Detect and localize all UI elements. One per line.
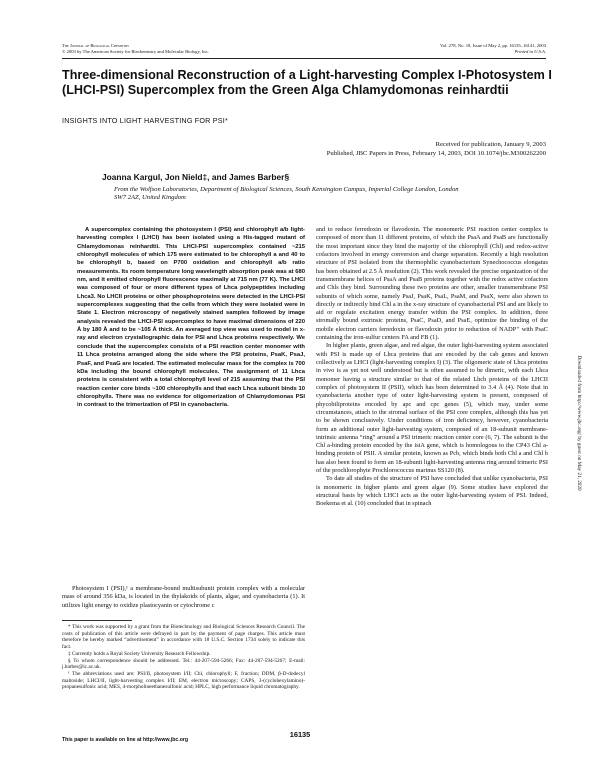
download-watermark-text: Downloaded from http://www.jbc.org/ by guest on May 21, 2020 [576,355,582,491]
page-number: 16135 [289,730,311,739]
article-subtitle: INSIGHTS INTO LIGHT HARVESTING FOR PSI* [62,116,228,125]
journal-header [62,43,322,55]
right-column [316,226,548,509]
volume-line: Vol. 278, No. 18, Issue of May 2, pp. 16135–16141, 2003 [440,43,546,48]
footnote-correspondence: § To whom correspondence should be addressed. Tel.: 44-207-594-5266; Fax: 44-207-594-5267; E-mail: j.barber@ic.ac.uk. [62,657,305,671]
online-availability: This paper is available on line at http://www.jbc.org [62,737,189,743]
article-title: Three-dimensional Reconstruction of a Light-harvesting Complex I-Photosystem I (LHCI-PSI) Supercomplex from the Green Alga Chlamydomonas reinhardtii [62,68,552,97]
issue-header [346,43,546,55]
body-paragraph-2: In higher plants, green algae, and red algae, the outer light-harvesting system associated with PSI is made up of Lhca proteins that are encoded by the cab genes and known collectively as LHCI (light-harvesting complex I) (3). The oligomeric state of Lhca proteins in vivo is as yet not well understood but is often assumed to be dimeric, with each Lhca monomer having a structure similar to that of the related Lhcb proteins of the LHCII complex of photosystem II (PSII), which has been determined to 3.4 Å (4). Note that in cyanobacteria another type of outer light-harvesting system is present, composed of phycobiliproteins encoded by apc and cpc genes (5), which may, under some circumstances, attach to the stromal surface of the PSI core complex, although this has yet to be shown conclusively. Under conditions of iron deficiency, however, cyanobacteria form an additional outer light-harvesting system, composed of an 18-subunit membrane-intrinsic antenna “ring” around a PSI trimeric reaction center core (6, 7). The subunit is the Chl a-binding protein encoded by the isiA gene, which is homologous to the CP43 Chl a-binding protein of PSII. A similar protein, known as Pcb, which binds both Chl a and Chl b has also been found to form an 18-subunit light-harvesting antenna ring around trimeric PSI of the prochlorophyte Prochlorococcus marinus SS120 (8). [316,342,548,475]
affiliation: From the Wolfson Laboratories, Department of Biological Sciences, South Kensington Campus, Imperial College London, London SW7 2AZ, United Kingdom [114,186,459,202]
author-list: Joanna Kargul, Jon Nield‡, and James Barber§ [102,172,290,182]
received-date: Received for publication, January 9, 2003 [435,141,546,148]
header-rule [62,58,546,59]
printed-line: Printed in U.S.A. [514,49,546,54]
body-paragraph-3: To date all studies of the structure of PSI have concluded that unlike cyanobacteria, PSI is monomeric in higher plants and green algae (9). Some studies have explored the structural basis by which LHCI acts as the outer light-harvesting system of PSI. Indeed, Boekema et al. (10) concluded that in spinach [316,475,548,508]
body-paragraph-1: and to reduce ferredoxin or flavodoxin. The monomeric PSI reaction center complex is composed of more than 11 different proteins, of which the PsaA and PsaB are functionally the most important since they bind the majority of the chlorophyll (Chl) and redox-active cofactors involved in energy conversion and charge separation. Recently a high resolution structure of PSI isolated from the thermophilic cyanobacterium Synechococcus elongatus has been obtained at 2.5 Å resolution (2). This work revealed the precise organization of the transmembrane helices of PsaA and PsaB proteins together with the redox active cofactors and Chls they bind. Surrounding these two proteins are other, smaller transmembrane PSI subunits of which some, namely PsaJ, PsaK, PsaL, PsaM, and PsaX, were also shown to directly or indirectly bind Chl a in the x-ray structure of cyanobacterial PSI and are likely to aid or regulate excitation energy transfer within the PSI complex. In addition, three stromally bound extrinsic proteins, PsaC, PsaD, and PsaE, optimize the binding of the mobile electron carriers ferredoxin or flavodoxin prior to reduction of NADP⁺ with PsaC containing the iron-sulfur centers FA and FB (1). [316,226,548,342]
abstract: A supercomplex containing the photosystem I (PSI) and chlorophyll a/b light-harvesting complex I (LHCI) has been isolated using a His-tagged mutant of Chlamydomonas reinhardtii. This LHCI-PSI supercomplex contained ~215 chlorophyll molecules of which 175 were estimated to be chlorophyll a and 40 to be chlorophyll b, based on P700 oxidation and chlorophyll a/b ratio measurements. Its room temperature long wavelength absorption peak was at 680 nm, and it emitted chlorophyll fluorescence maximally at 715 nm (77 K). The LHCI was composed of four or more different types of Lhca polypeptides including Lhca3. No LHCII proteins or other phosphoproteins were detected in the LHCI-PSI supercomplexes suggesting that the cells from which they were isolated were in State 1. Electron microscopy of negatively stained samples followed by image analysis revealed the LHCI-PSI supercomplex to have maximal dimensions of 220 Å by 180 Å and to be ~105 Å thick. An averaged top view was used to model in x-ray and electron crystallographic data for PSI and Lhca proteins respectively. We conclude that the supercomplex consists of a PSI reaction center monomer with 11 Lhca proteins arranged along the side where the PSI proteins, PsaK, PsaJ, PsaF, and PsaG are located. The estimated molecular mass for the complex is 700 kDa including the bound chlorophyll molecules. The assignment of 11 Lhca proteins is consistent with a total chlorophyll level of 215 assuming that the PSI reaction center core binds ~100 chlorophylls and that each Lhca subunit binds 10 chlorophylls. There was no evidence for oligomerization of Chlamydomonas PSI in contrast to the trimerization of PSI in cyanobacteria. [77,227,305,409]
footnote-fellowship: ‡ Currently holds a Royal Society University Research Fellowship. [68,650,211,657]
received-info [186,141,546,158]
footnote-rule [62,620,132,621]
footnotes [62,624,305,691]
published-line: Published, JBC Papers in Press, February 14, 2003, DOI 10.1074/jbc.M300262200 [326,149,546,157]
copyright-line: © 2003 by The American Society for Biochemistry and Molecular Biology, Inc. [62,49,209,54]
journal-name: The Journal of Biological Chemistry [62,43,130,48]
download-watermark [574,210,582,640]
footnote-funding: * This work was supported by a grant from the Biotechnology and Biological Sciences Research Council. The costs of publication of this article were defrayed in part by the payment of page charges. This article must therefore be hereby marked “advertisement” in accordance with 18 U.S.C. Section 1734 solely to indicate this fact. [62,624,305,651]
footnote-abbreviations: ¹ The abbreviations used are: PSI/II, photosystem I/II; Chl, chlorophyll; F, fraction; DDM, β-D-dodecyl maltoside; LHCI/II, light-harvesting complex I/II; EM, electron microscopy; CAPS, 3-(cyclohexylamino)-propanesulfonic acid; MES, 4-morpholineethanesulfonic acid; HPLC, high performance liquid chromatography. [62,670,305,691]
intro-paragraph: Photosystem I (PSI),¹ a membrane-bound multisubunit protein complex with a molecular mass of around 356 kDa, is located in the thylakoids of plants, algae, and cyanobacteria (1). It utilizes light energy to oxidize plastocyanin or cytochrome c [62,585,305,609]
